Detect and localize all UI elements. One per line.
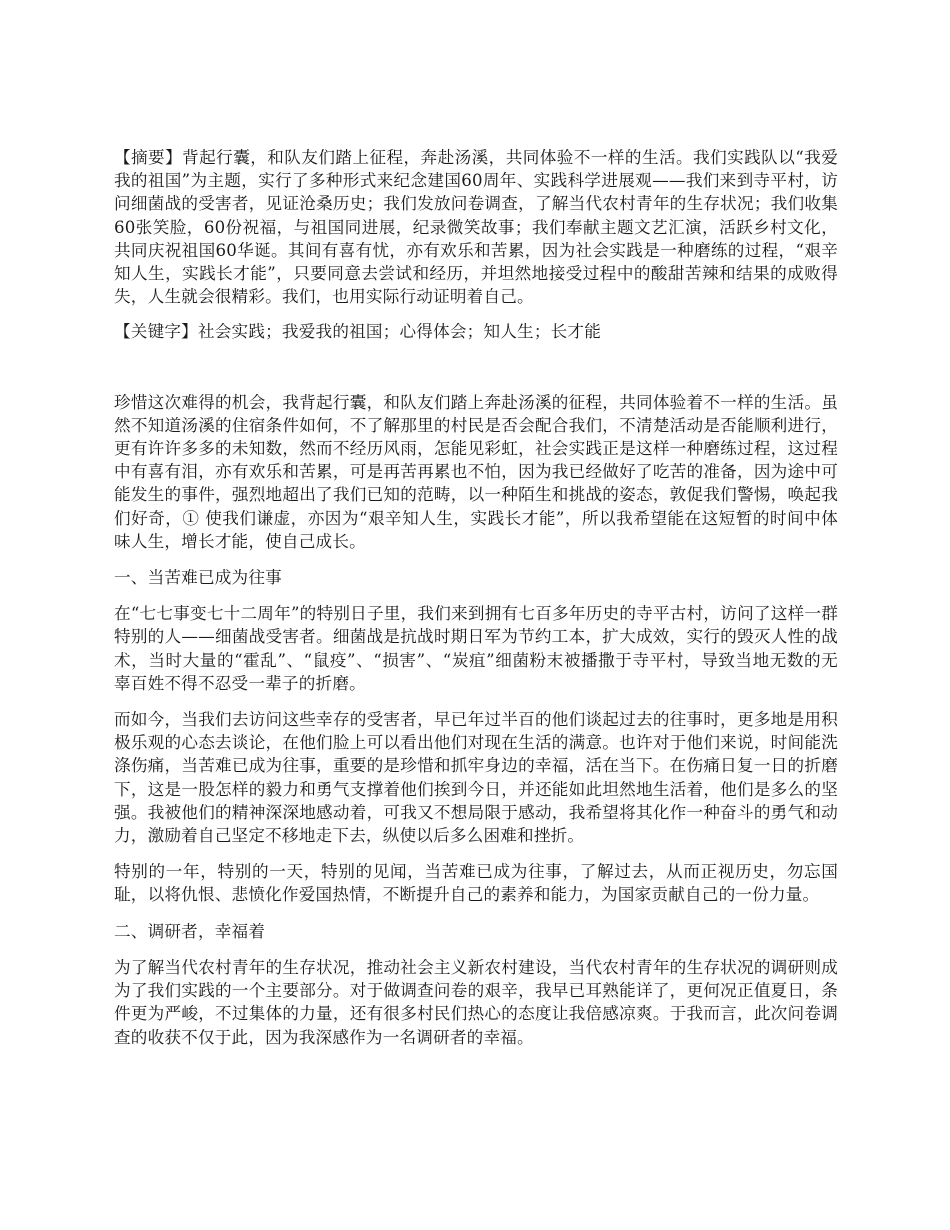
section2-paragraph-1: 为了解当代农村青年的生存状况，推动社会主义新农村建设，当代农村青年的生存状况的调研则成为了我们实践的一个主要部分。对于做调查问卷的艰辛，我早已耳熟能详了，更何况正值夏日，条件更为严峻，不过集体的力量，还有很多村民们热心的态度让我倍感凉爽。于我而言，此次问卷调查的收获不仅于此，因为我深感作为一名调研者的幸福。 [114, 957, 838, 1047]
section1-heading: 一、当苦难已成为往事 [114, 568, 282, 588]
document-page [114, 146, 838, 1062]
abstract-paragraph: 【摘要】背起行囊，和队友们踏上征程，奔赴汤溪，共同体验不一样的生活。我们实践队以“我爱我的祖国”为主题，实行了多种形式来纪念建国60周年、实践科学进展观——我们来到寺平村，访问细菌战的受害者，见证沧桑历史；我们发放问卷调查，了解当代农村青年的生存状况；我们收集60张笑脸，60份祝福，与祖国同进展，纪录微笑故事；我们奉献主题文艺汇演，活跃乡村文化，共同庆祝祖国60华诞。其间有喜有忧，亦有欢乐和苦累，因为社会实践是一种磨练的过程，“艰辛知人生，实践长才能”，只要同意去尝试和经历，并坦然地接受过程中的酸甜苦辣和结果的成败得失，人生就会很精彩。我们，也用实际行动证明着自己。 [114, 148, 838, 307]
intro-paragraph: 珍惜这次难得的机会，我背起行囊，和队友们踏上奔赴汤溪的征程，共同体验着不一样的生活。虽然不知道汤溪的住宿条件如何，不了解那里的村民是否会配合我们，不清楚活动是否能顺利进行，更有许许多多的未知数，然而不经历风雨，怎能见彩虹，社会实践正是这样一种磨练过程，这过程中有喜有泪，亦有欢乐和苦累，可是再苦再累也不怕，因为我已经做好了吃苦的准备，因为途中可能发生的事件，强烈地超出了我们已知的范畴，以一种陌生和挑战的姿态，敦促我们警惕，唤起我们好奇，① 使我们谦虚，亦因为“艰辛知人生，实践长才能”，所以我希望能在这短暂的时间中体味人生，增长才能，使自己成长。 [114, 392, 838, 551]
section1-paragraph-2: 而如今，当我们去访问这些幸存的受害者，早已年过半百的他们谈起过去的往事时，更多地是用积极乐观的心态去谈论，在他们脸上可以看出他们对现在生活的满意。也许对于他们来说，时间能洗涤伤痛，当苦难已成为往事，重要的是珍惜和抓牢身边的幸福，活在当下。在伤痛日复一日的折磨下，这是一股怎样的毅力和勇气支撑着他们挨到今日，并还能如此坦然地生活着，他们是多么的坚强。我被他们的精神深深地感动着，可我又不想局限于感动，我希望将其化作一种奋斗的勇气和动力，激励着自己坚定不移地走下去，纵使以后多么困难和挫折。 [114, 710, 838, 846]
section2-heading: 二、调研者，幸福着 [114, 921, 266, 941]
keywords-paragraph: 【关键字】社会实践；我爱我的祖国；心得体会；知人生；长才能 [114, 322, 602, 342]
section1-paragraph-1: 在“七七事变七十二周年”的特别日子里，我们来到拥有七百多年历史的寺平古村，访问了这样一群特别的人——细菌战受害者。细菌战是抗战时期日军为节约工本，扩大成效，实行的毁灭人性的战术，当时大量的“霍乱”、“鼠疫”、“损害”、“炭疽”细菌粉末被播撒于寺平村，导致当地无数的无辜百姓不得不忍受一辈子的折磨。 [114, 604, 838, 693]
section1-paragraph-3: 特别的一年，特别的一天，特别的见闻，当苦难已成为往事，了解过去，从而正视历史，勿忘国耻，以将仇恨、悲愤化作爱国热情，不断提升自己的素养和能力，为国家贡献自己的一份力量。 [114, 862, 838, 905]
